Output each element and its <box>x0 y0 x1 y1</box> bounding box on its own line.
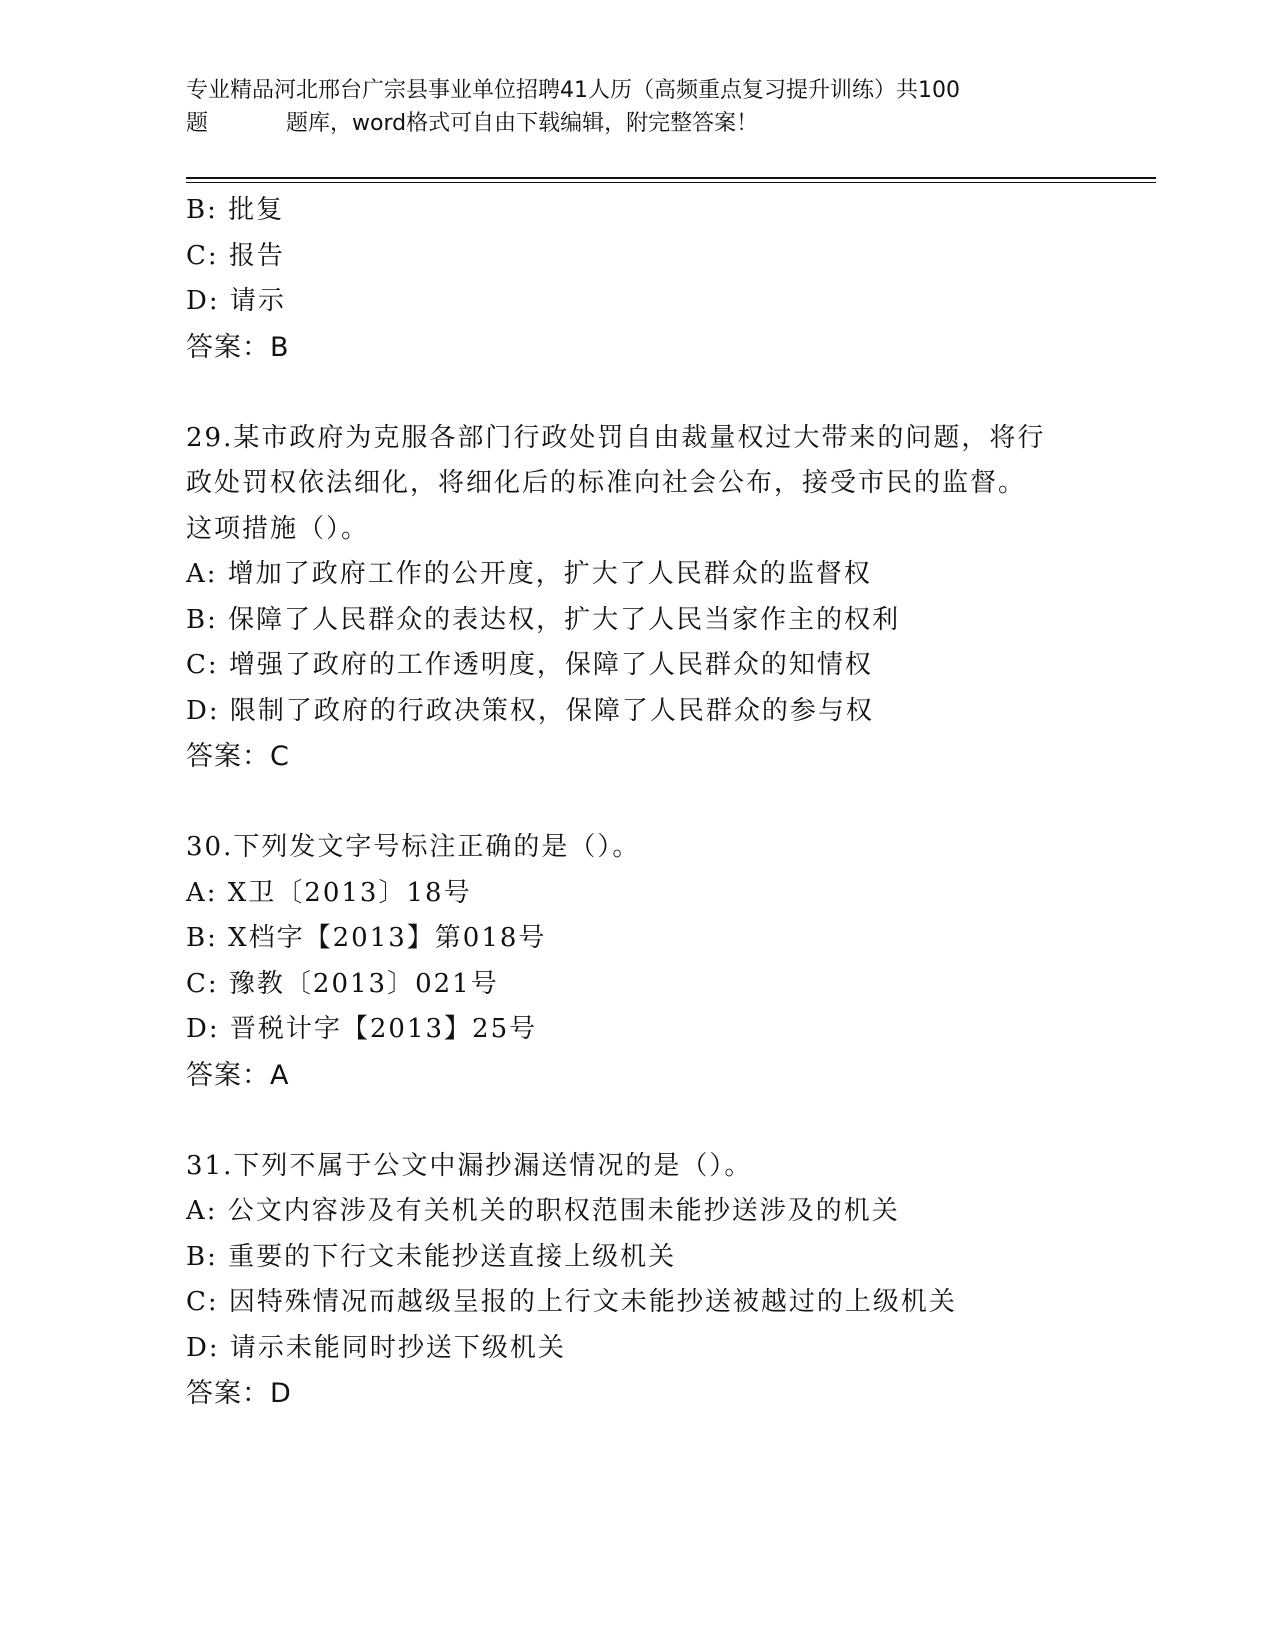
spacer <box>186 370 1086 416</box>
question-30-option-a: A: X卫〔2013〕18号 <box>186 877 472 908</box>
question-31-stem: 31.下列不属于公文中漏抄漏送情况的是（）。 <box>186 1150 753 1181</box>
question-29-option-d: D: 限制了政府的行政决策权，保障了人民群众的参与权 <box>186 695 874 726</box>
question-28-option-d: D: 请示 <box>186 286 286 316</box>
page-header <box>186 74 1086 140</box>
question-29-stem-line-1: 29.某市政府为克服各部门行政处罚自由裁量权过大带来的问题，将行 <box>186 422 1046 453</box>
question-29 <box>186 416 1086 780</box>
question-31-answer: 答案：D <box>186 1378 292 1409</box>
header-title-line2-lead: 题 <box>186 111 209 136</box>
header-title-line2 <box>186 107 1086 140</box>
question-31-option-d: D: 请示未能同时抄送下级机关 <box>186 1332 566 1363</box>
spacer <box>186 1098 1086 1144</box>
question-28-answer: 答案：B <box>186 331 290 363</box>
question-31-option-a: A: 公文内容涉及有关机关的职权范围未能抄送涉及的机关 <box>186 1196 900 1226</box>
question-29-option-a: A: 增加了政府工作的公开度，扩大了人民群众的监督权 <box>186 559 872 589</box>
question-28-option-c: C: 报告 <box>186 240 285 271</box>
header-divider-thin <box>186 182 1156 183</box>
question-30-stem: 30.下列发文字号标注正确的是（）。 <box>186 832 641 862</box>
question-29-option-c: C: 增强了政府的工作透明度，保障了人民群众的知情权 <box>186 650 873 680</box>
header-title-line1: 专业精品河北邢台广宗县事业单位招聘41人历（高频重点复习提升训练）共100 <box>186 78 960 103</box>
document-body <box>186 188 1086 1417</box>
question-31-option-b: B: 重要的下行文未能抄送直接上级机关 <box>186 1241 677 1272</box>
question-31 <box>186 1144 1086 1417</box>
question-31-option-c: C: 因特殊情况而越级呈报的上行文未能抄送被越过的上级机关 <box>186 1287 957 1317</box>
question-29-option-b: B: 保障了人民群众的表达权，扩大了人民当家作主的权利 <box>186 604 901 635</box>
question-28-tail <box>186 188 1086 370</box>
question-29-stem-line-3: 这项措施（）。 <box>186 513 370 544</box>
question-30-answer: 答案：A <box>186 1059 290 1091</box>
question-30-option-c: C: 豫教〔2013〕021号 <box>186 968 499 999</box>
question-30 <box>186 825 1086 1098</box>
header-title-line2-rest: 题库，word格式可自由下载编辑，附完整答案！ <box>286 111 759 136</box>
question-28-option-b: B: 批复 <box>186 195 285 225</box>
spacer <box>186 780 1086 826</box>
question-29-stem-line-2: 政处罚权依法细化，将细化后的标准向社会公布，接受市民的监督。 <box>186 468 1027 498</box>
header-divider-thick <box>186 177 1156 179</box>
question-30-option-d: D: 晋税计字【2013】25号 <box>186 1014 538 1044</box>
question-29-answer: 答案：C <box>186 741 290 772</box>
question-30-option-b: B: X档字【2013】第018号 <box>186 923 547 953</box>
